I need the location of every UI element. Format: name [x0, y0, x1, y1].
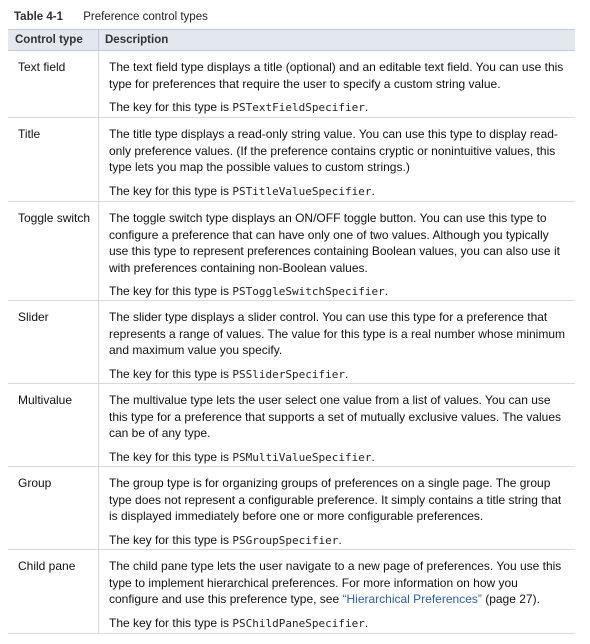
key-value: PSSliderSpecifier [232, 367, 345, 381]
column-header-control-type: Control type [15, 34, 83, 46]
key-line: The key for this type is PSChildPaneSpecifier. [109, 615, 369, 630]
table-title: Preference control types [83, 11, 208, 23]
description-text: The group type is for organizing groups of preferences on a single page. The group type does not represent a configurable preference. It simply contains a title string that is displayed immediately before one or more configurable preferences. [109, 476, 562, 523]
description-text: The toggle switch type displays an ON/OFF toggle button. You can use this type to configure a preference that can have only one of two values. Although you typically use this type to represent preferences containing Boolean values, you can also use it with preferences containing non-Boolean values. [109, 211, 560, 275]
table-row [8, 550, 575, 634]
key-line: The key for this type is PSMultiValueSpecifier. [109, 449, 375, 464]
column-divider [98, 550, 99, 633]
key-line: The key for this type is PSSliderSpecifier. [109, 366, 349, 381]
table-header [8, 29, 575, 51]
key-value: PSMultiValueSpecifier [232, 450, 372, 464]
table-row [8, 202, 575, 301]
description-text [109, 558, 569, 608]
key-line: The key for this type is PSTextFieldSpecifier. [109, 100, 369, 114]
key-prefix: The key for this type is [109, 449, 233, 464]
table-caption [14, 9, 208, 25]
key-value: PSTextFieldSpecifier [232, 101, 365, 114]
column-divider [98, 202, 99, 300]
column-divider [98, 30, 99, 50]
key-prefix: The key for this type is [109, 615, 233, 630]
table-row [8, 467, 575, 550]
column-divider [98, 51, 99, 117]
control-type-cell: Title [18, 127, 41, 141]
control-type-cell: Group [18, 476, 52, 490]
description-cell [109, 392, 569, 466]
description-cell [109, 475, 569, 549]
hierarchical-preferences-link[interactable]: “Hierarchical Preferences” [342, 592, 482, 606]
control-type-cell: Slider [18, 310, 49, 324]
key-value: PSToggleSwitchSpecifier [232, 285, 385, 298]
key-prefix: The key for this type is [109, 183, 233, 198]
control-type-cell: Multivalue [18, 393, 73, 407]
control-type-cell: Toggle switch [18, 211, 91, 225]
column-divider [98, 467, 99, 549]
key-value: PSChildPaneSpecifier [232, 616, 365, 630]
column-divider [98, 384, 99, 466]
column-divider [98, 301, 99, 383]
column-divider [98, 118, 99, 201]
key-prefix: The key for this type is [109, 100, 233, 114]
page-reference: (page 27). [481, 592, 540, 606]
column-header-description: Description [105, 34, 169, 46]
key-line: The key for this type is PSToggleSwitchSpecifier. [109, 284, 389, 298]
key-prefix: The key for this type is [109, 284, 233, 298]
description-cell [109, 558, 569, 632]
table-row [8, 301, 575, 384]
table-row [8, 51, 575, 118]
description-text: The title type displays a read-only string value. You can use this type to display read-only preference values. (If the preference contains cryptic or nonintuitive values, this type lets you map the possible values to custom strings.) [109, 127, 558, 174]
description-body: The child pane type lets the user navigate to a new page of preferences. You use this type to implement hierarchical preferences. For more information on how you configure and use this preference type, see [109, 559, 562, 606]
description-text: The slider type displays a slider control. You can use this type for a preference that represents a range of values. The value for this type is a real number whose minimum and maximum value you specify. [109, 310, 565, 357]
key-prefix: The key for this type is [109, 532, 233, 547]
control-type-cell: Child pane [18, 559, 76, 573]
description-cell [109, 59, 569, 117]
description-text: The multivalue type lets the user select one value from a list of values. You can use this type for a preference that supports a set of mutually exclusive values. The values can be of any type. [109, 393, 562, 440]
key-value: PSGroupSpecifier [232, 533, 339, 547]
table-number: Table 4-1 [14, 11, 63, 23]
key-line: The key for this type is PSGroupSpecifier. [109, 532, 342, 547]
table-row [8, 384, 575, 467]
description-cell [109, 210, 569, 301]
description-cell [109, 126, 569, 200]
description-cell [109, 309, 569, 383]
table-row [8, 118, 575, 202]
key-prefix: The key for this type is [109, 366, 233, 381]
control-type-cell: Text field [18, 60, 66, 74]
key-line: The key for this type is PSTitleValueSpecifier. [109, 183, 375, 198]
key-value: PSTitleValueSpecifier [232, 184, 372, 198]
description-text: The text field type displays a title (optional) and an editable text field. You can use this type for preferences that require the user to specify a custom string value. [109, 60, 564, 91]
